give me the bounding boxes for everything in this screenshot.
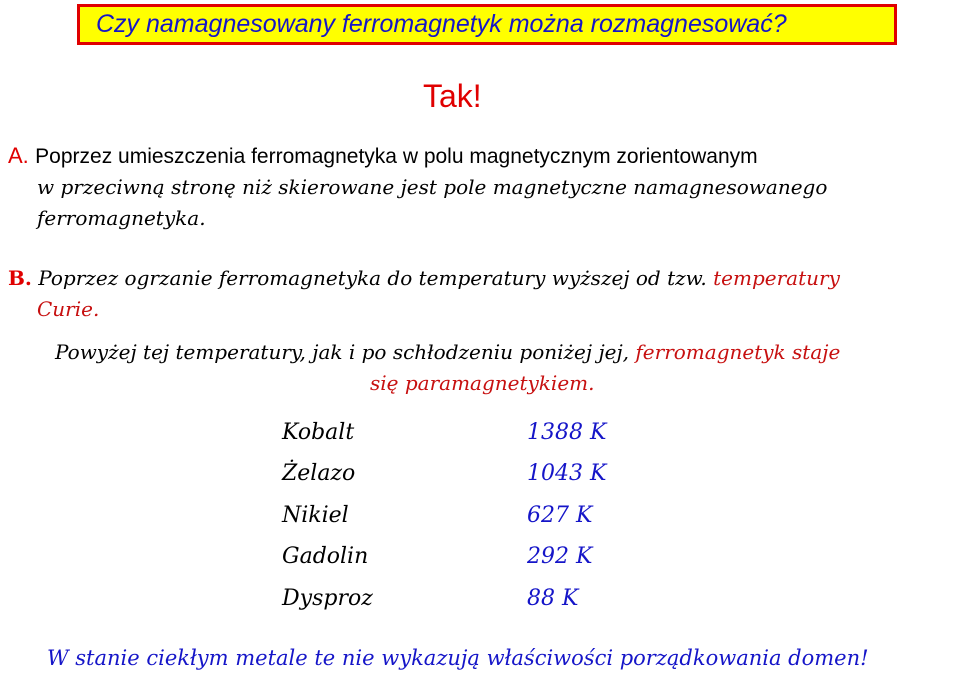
slide-title: Czy namagnesowany ferromagnetyk można rozmagnesować?: [96, 10, 787, 38]
element-name: Kobalt: [282, 420, 355, 445]
section-b-marker: B.: [8, 266, 32, 290]
curie-temperature: 1388 K: [527, 420, 607, 445]
section-a-line-2: w przeciwną stronę niż skierowane jest pole magnetyczne namagnesowanego: [37, 175, 828, 199]
paragraph-highlight-2: się paramagnetykiem.: [370, 371, 595, 395]
section-b-highlight-2: Curie.: [37, 297, 100, 321]
element-name: Dysproz: [282, 586, 373, 611]
section-a-line-3: ferromagnetyka.: [37, 206, 206, 230]
section-b-line-1: [8, 266, 840, 290]
curie-temperature: 88 K: [527, 586, 579, 611]
section-b-highlight-1: temperatury: [713, 266, 840, 290]
title-box: [77, 4, 897, 45]
answer-text: Tak!: [423, 78, 482, 114]
paragraph-highlight-1: ferromagnetyk staje: [635, 340, 841, 364]
paragraph-text-1: Powyżej tej temperatury, jak i po schłodzeniu poniżej jej,: [55, 340, 630, 364]
curie-temperature: 292 K: [527, 544, 593, 569]
section-a-marker: A.: [8, 143, 29, 168]
curie-temperature: 627 K: [527, 503, 593, 528]
section-a-line-1: [8, 143, 758, 169]
footer-note: W stanie ciekłym metale te nie wykazują właściwości porządkowania domen!: [47, 646, 869, 670]
section-b-text-1: Poprzez ogrzanie ferromagnetyka do temperatury wyższej od tzw.: [38, 266, 707, 290]
element-name: Nikiel: [282, 503, 349, 528]
section-a-text-1: Poprzez umieszczenia ferromagnetyka w polu magnetycznym zorientowanym: [35, 145, 758, 168]
element-name: Żelazo: [282, 461, 356, 486]
curie-temperature: 1043 K: [527, 461, 607, 486]
paragraph-line-1: [55, 340, 840, 364]
element-name: Gadolin: [282, 544, 369, 569]
